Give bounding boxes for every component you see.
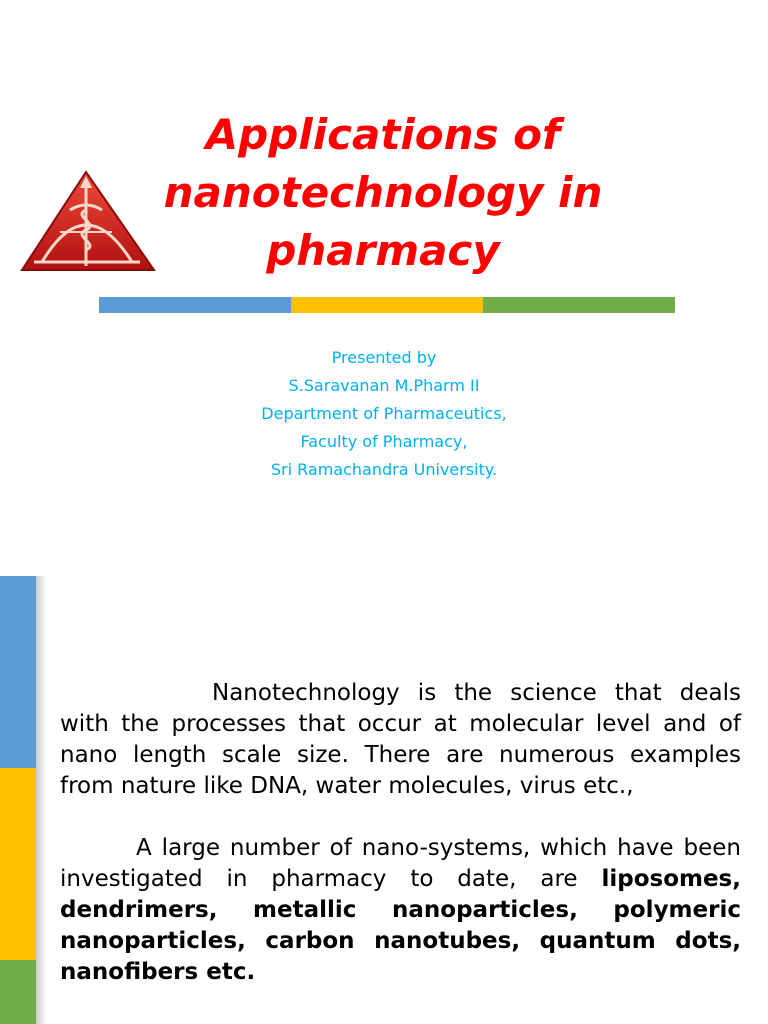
side-strip-blue <box>0 576 36 768</box>
paragraph-nanosystems <box>60 833 741 988</box>
title-line: nanotechnology in <box>163 168 603 217</box>
divider-segment-blue <box>99 297 291 313</box>
side-strip-yellow <box>0 768 36 960</box>
title-line: Applications of <box>205 110 561 159</box>
presenter-line: Presented by <box>331 348 437 367</box>
presenter-line: Sri Ramachandra University. <box>270 460 498 479</box>
slide-body <box>60 678 741 988</box>
paragraph-definition: Nanotechnology is the science that deals with the processes that occur at molecular level and of nano length scale size. There are numerous examples from nature like DNA, water molecules, virus etc., <box>60 680 741 799</box>
nanosystems-list: liposomes, dendrimers, metallic nanoparticles, polymeric nanoparticles, carbon nanotubes, quantum dots, nanofibers etc. <box>60 866 741 985</box>
presenter-line: Faculty of Pharmacy, <box>300 432 468 451</box>
slide-title <box>100 106 666 280</box>
title-line: pharmacy <box>266 226 500 275</box>
presenter-line: S.Saravanan M.Pharm II <box>288 376 480 395</box>
paragraph-gap <box>60 802 741 833</box>
side-strip-green <box>0 960 36 1024</box>
divider-segment-yellow <box>291 297 483 313</box>
divider-segment-green <box>483 297 675 313</box>
presenter-info <box>0 344 768 484</box>
content-slide <box>0 576 768 1024</box>
side-strip-shadow <box>36 576 46 1024</box>
presenter-line: Department of Pharmaceutics, <box>261 404 507 423</box>
paragraph-intro-text: A large number of nano-systems, which have been investigated in pharmacy to date, are <box>60 835 741 892</box>
